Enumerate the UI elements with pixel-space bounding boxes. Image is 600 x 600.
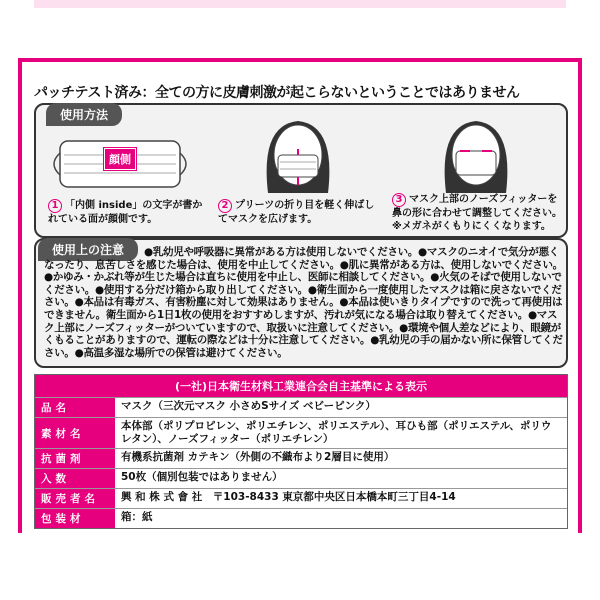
caution-text: ●乳幼児や呼吸器に異常がある方は使用しないでください。●マスクのニオイで気分が悪くなったり、息苦しさを感じた場合は、使用を中止してください。●肌に異常がある方は、使用しないでください。●かゆみ・かぶれ等が生じた場合は直ちに使用を中止し、医師に相談してください。●火気のそばで使用しないでください。●使用する分だけ箱から取り出してください。●衛生面から一度使用したマスクは箱に戻さないでください。●本品は有毒ガス、有害粉塵に対して効果はありません。●本品は使いきりタイプですので洗って再使用はできません。衛生面から1日1枚の使用をおすすめしますが、汚れが気になる場合は取り替えてください。●マスク上部にノーズフィッターがついていますので、取扱いに注意してください。●環境や個人差などにより、眼鏡がくもることがありますので、運転の際などは十分に注意してください。●乳幼児の手の届かない所に保管してください。●高温多湿な場所での保管は避けてください。 [44, 246, 563, 359]
face-side-badge: 顔側 [104, 148, 136, 170]
spec-key: 素材名 [35, 418, 115, 448]
step-label: プリーツの折り目を軽く伸ばしてマスクを広げます。 [218, 200, 375, 225]
table-row [35, 468, 567, 488]
usage-step-3 [390, 115, 564, 233]
table-row [35, 397, 567, 417]
usage-tab: 使用方法 [46, 103, 122, 126]
spec-key: 入数 [35, 469, 115, 488]
step-number: 3 [392, 193, 406, 207]
spec-value: 興 和 株 式 會 社 〒103-8433 東京都中央区日本橋本町三丁目4-14 [121, 491, 456, 503]
table-row [35, 448, 567, 468]
usage-step-1 [40, 115, 208, 233]
spec-value: 箱：紙 [121, 511, 153, 523]
usage-section [34, 103, 568, 238]
table-row [35, 417, 567, 448]
top-accent-bar [34, 0, 566, 8]
spec-header: (一社)日本衛生材料工業連合会自主基準による表示 [35, 375, 567, 397]
spec-table [34, 374, 568, 529]
step-3-text [392, 193, 562, 233]
spec-value: 有機系抗菌剤 カテキン（外側の不織布より2層目に使用） [121, 451, 395, 463]
step-1-text [48, 199, 208, 226]
caution-tab: 使用上の注意 [38, 238, 138, 261]
face-nose-fit-illustration [416, 115, 536, 193]
step-label: 「内側 inside」の文字が書かれている面が顔側です。 [48, 200, 203, 225]
spec-key: 包装材 [35, 509, 115, 528]
spec-value: マスク（三次元マスク 小さめSサイズ ベビーピンク） [121, 400, 376, 412]
table-row [35, 508, 567, 528]
spec-key: 抗菌剤 [35, 449, 115, 468]
step-number: 1 [48, 199, 62, 213]
usage-step-2 [212, 115, 386, 233]
step-2-text [218, 199, 384, 226]
step-number: 2 [218, 199, 232, 213]
step-label: マスク上部のノーズフィッターを鼻の形に合わせて調整してください。※メガネがくもりにくくなります。 [392, 194, 562, 232]
spec-key: 品名 [35, 398, 115, 417]
spec-key: 販売者名 [35, 489, 115, 508]
spec-value: 本体部（ポリプロピレン、ポリエチレン、ポリエステル）、耳ひも部（ポリエステル、ポリウレタン）、ノーズフィッター（ポリエチレン） [121, 420, 552, 445]
table-row [35, 488, 567, 508]
face-stretch-illustration [238, 115, 358, 193]
caution-section [34, 238, 568, 368]
spec-value: 50枚（個別包装ではありません） [121, 471, 283, 483]
patch-test-notice: パッチテスト済み：全ての方に皮膚刺激が起こらないということではありません [34, 85, 520, 101]
